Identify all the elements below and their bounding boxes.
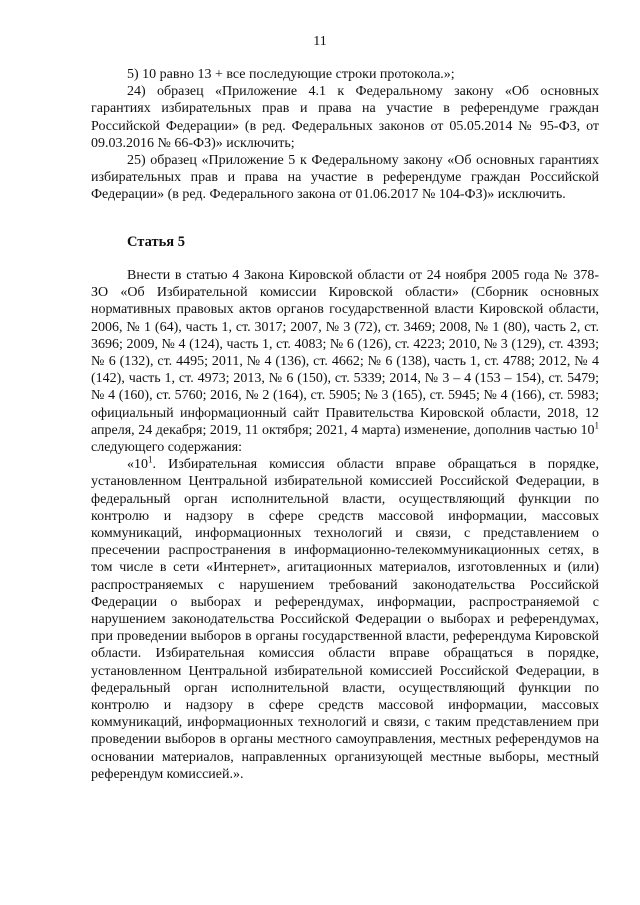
quoted-part-prefix: «10 bbox=[127, 457, 148, 473]
quoted-part bbox=[91, 456, 599, 783]
amendment-item-25: 25) образец «Приложение 5 к Федеральному закону «Об основных гарантиях избирательных прав и права на участие в референдуме граждан Российской Федерации» (в ред. Федерального закона от 01.06.2017 № 104-ФЗ)» исключить. bbox=[91, 153, 599, 203]
article-paragraph-main: Внести в статью 4 Закона Кировской области от 24 ноября 2005 года № 378-ЗО «Об Избирательной комиссии Кировской области» (Сборник основных нормативных правовых актов органов государственной власти Кировской области, 2006, № 1 (64), часть 1, ст. 3017; 2007, № 3 (72), ст. 3469; 2008, № 1 (80), часть 2, ст. 3696; 2009, № 4 (124), часть 1, ст. 4083; № 6 (126), ст. 4223; 2010, № 3 (129), ст. 4393; № 6 (132), ст. 4495; 2011, № 4 (136), ст. 4662; № 6 (138), часть 1, ст. 4788; 2012, № 4 (142), часть 1, ст. 4973; 2013, № 6 (150), ст. 5339; 2014, № 3 – 4 (153 – 154), ст. 5479; № 4 (160), ст. 5760; 2016, № 2 (164), ст. 5905; № 3 (165), ст. 5945; № 4 (166), ст. 5983; официальный информационный сайт Правительства Кировской области, 2018, 12 апреля, 24 декабря; 2019, 11 октября; 2021, 4 марта) изменение, дополнив частью 10 bbox=[91, 268, 599, 438]
page-number: 11 bbox=[313, 34, 327, 49]
article-paragraph bbox=[91, 267, 599, 456]
quoted-part-sup: 1 bbox=[148, 454, 153, 465]
amendment-item-5: 5) 10 равно 13 + все последующие строки протокола.»; bbox=[127, 67, 455, 82]
amendment-items bbox=[91, 66, 599, 204]
article-body bbox=[91, 267, 599, 783]
quoted-part-body: . Избирательная комиссия области вправе обращаться в порядке, установленном Центральной избирательной комиссией Российской Федерации, в федеральный орган исполнительной власти, осуществляющий функции по контролю и надзору в сфере средств массовой информации, массовых коммуникаций, информационных технологий и связи, с представлением о пресечении распространения в информационно-телекоммуникационных сетях, в том числе в сети «Интернет», агитационных материалов, изготовленных и (или) распространяемых с нарушением требований законодательства Российской Федерации о выборах и референдумах, информации, распространяемой с нарушением законодательства Российской Федерации о выборах и референдумах, при проведении выборов в органы государственной власти, референдума Кировской области. Избирательная комиссия области вправе обращаться в порядке, установленном Центральной избирательной комиссией Российской Федерации, в федеральный орган исполнительной власти, осуществляющий функции по контролю и надзору в сфере средств массовой информации, массовых коммуникаций, информационных технологий и связи, с таким представлением при проведении выборов в органы местного самоуправления, местных референдумов на основании материалов, направленных организующей местные выборы, местный референдум комиссией.». bbox=[91, 457, 599, 782]
article-heading: Статья 5 bbox=[127, 234, 185, 250]
article-paragraph-sup: 1 bbox=[594, 420, 599, 431]
article-paragraph-tail: следующего содержания: bbox=[91, 440, 243, 456]
amendment-item-24: 24) образец «Приложение 4.1 к Федеральному закону «Об основных гарантиях избирательных прав и права на участие в референдуме граждан Российской Федерации» (в ред. Федеральных законов от 05.05.2014 № 95-ФЗ, от 09.03.2016 № 66-ФЗ)» исключить; bbox=[91, 84, 599, 151]
